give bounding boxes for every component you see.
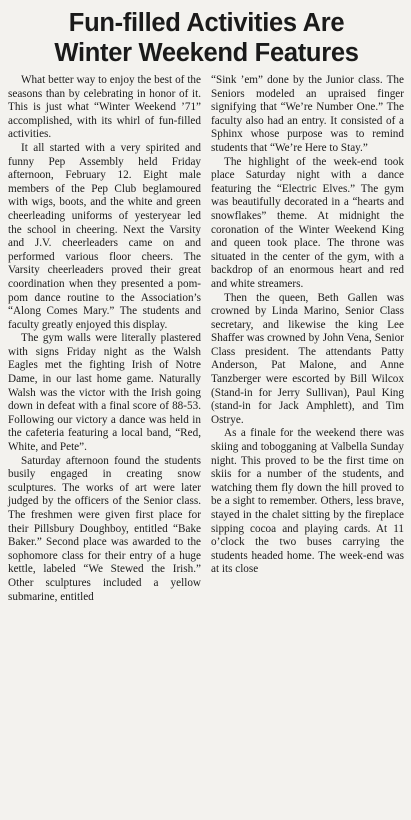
paragraph-continued: “Sink ’em” done by the Junior class. The Seniors modeled an upraised finger signifying that “We’re Number One.” The faculty also had an entry. It consisted of a Sphinx whose purpose was to remind students that “We’re Here to Stay.” (211, 74, 404, 154)
paragraph: As a finale for the weekend there was skiing and tobogganing at Valbella Sunday night. This proved to be the first time on skiis for a number of the students, and watching them fly down the hill proved to be a sight to remember. Others, less brave, stayed in the chalet sitting by the fireplace sipping cocoa and playing cards. At 11 o’clock the two buses carrying the students headed home. The week-end was at its close (211, 427, 404, 576)
article-columns (8, 74, 405, 604)
paragraph: The highlight of the week-end took place Saturday night with a dance featuring the “Electric Elves.” The gym was beautifully decorated in a “hearts and snowflakes” theme. At midnight the coronation of the Winter Weekend King and queen took place. The throne was situated in the center of the gym, with a backdrop of an enormous heart and red and white streamers. (211, 155, 404, 290)
paragraph: What better way to enjoy the best of the seasons than by celebrating in honor of it. This is just what “Winter Weekend ’71” accomplished, with its whirl of fun-filled activities. (8, 74, 201, 141)
headline (8, 8, 405, 68)
paragraph: Then the queen, Beth Gallen was crowned by Linda Marino, Senior Class secretary, and likewise the king Lee Shaffer was crowned by John Vena, Senior Class president. The attendants Patty Anderson, Pat Malone, and Anne Tanzberger were escorted by Bill Wilcox (Stand-in for Jerry Sullivan), Paul King (stand-in for Jack Amphlett), and Tim Ostrye. (211, 291, 404, 426)
headline-line-2: Winter Weekend Features (54, 39, 359, 67)
paragraph: Saturday afternoon found the students busily engaged in creating snow sculptures. The works of art were later judged by the officers of the Senior class. The freshmen were given first place for their Pillsbury Doughboy, entitled “Bake Baker.” Second place was awarded to the sophomore class for their entry of a huge kettle, labeled “We Stewed the Irish.” Other sculptures included a yellow submarine, entitled (8, 454, 201, 603)
paragraph: It all started with a very spirited and funny Pep Assembly held Friday afternoon, February 12. Eight male members of the Pep Club beglamoured with wigs, boots, and the white and green cheerleading uniforms of yesteryear led the school in cheering. Next the Varsity and J.V. cheerleaders came on and performed various floor cheers. The Varsity cheerleaders proved their great coordination when they presented a pom-pom dance routine to the Association’s “Along Comes Mary.” The students and faculty greatly enjoyed this display. (8, 141, 201, 331)
column-right (211, 74, 404, 604)
column-left (8, 74, 201, 604)
headline-line-1: Fun-filled Activities Are (68, 9, 345, 37)
paragraph: The gym walls were literally plastered with signs Friday night as the Walsh Eagles met the fighting Irish of Notre Dame, in our last home game. Naturally Walsh was the victor with the Irish going down in defeat with a final score of 88-53. Following our victory a dance was held in the cafeteria featuring a local band, “Red, White, and Pete”. (8, 332, 201, 454)
